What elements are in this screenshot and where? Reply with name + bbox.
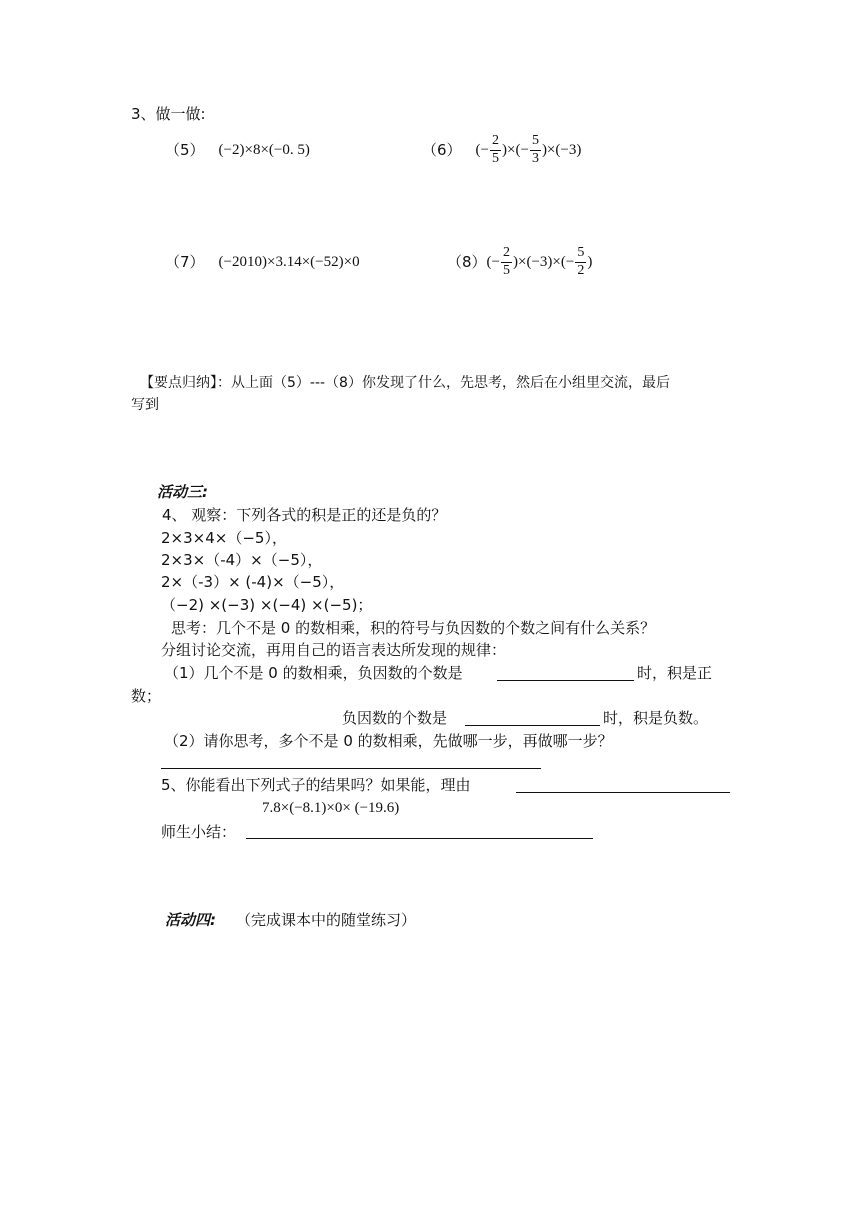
problem-8-part: )×(−3)×(− (513, 253, 575, 270)
fraction-numerator: 5 (575, 246, 586, 263)
fraction-numerator: 2 (490, 134, 501, 151)
fraction-5-3 (530, 134, 541, 166)
problem-5 (165, 140, 310, 160)
rule-1-positive: 时，积是正 (637, 664, 713, 682)
fraction-2-5 (501, 246, 512, 278)
section3-heading: 3、做一做: (131, 105, 206, 123)
problem-5-expr: (−2)×8×(−0. 5) (218, 141, 310, 158)
activity4-desc: （完成课本中的随堂练习） (236, 911, 417, 929)
summary-line-2: 写到 (131, 397, 159, 413)
problem-8-part: (− (486, 253, 501, 270)
fraction-5-2 (575, 246, 586, 278)
question-4: 4、 观察：下列各式的积是正的还是负的？ (162, 506, 447, 524)
expression-3: 2×（-3）× (-4)×（−5）， (161, 573, 345, 591)
activity4-title: 活动四: (165, 911, 216, 929)
answer-blank-positive[interactable] (497, 680, 634, 681)
problem-7-label: （7） (165, 252, 205, 271)
problem-6-label: （6） (422, 140, 462, 159)
rule-1-negative: 时，积是负数。 (603, 709, 709, 727)
rule-1-wrap: 数； (131, 687, 162, 705)
rule-1-negative-label: 负因数的个数是 (342, 709, 448, 727)
problem-7-expr: (−2010)×3.14×(−52)×0 (218, 253, 360, 270)
problem-5-label: （5） (165, 140, 205, 159)
expression-1: 2×3×4×（−5）， (161, 529, 287, 547)
question-5: 5、你能看出下列式子的结果吗？如果能，理由 (161, 776, 471, 794)
problem-8 (447, 240, 592, 284)
fraction-denominator: 5 (492, 150, 500, 166)
fraction-denominator: 5 (503, 262, 511, 278)
problem-8-label: （8） (447, 252, 487, 271)
problem-6-part: (− (475, 141, 490, 158)
discuss-prompt: 分组讨论交流，再用自己的语言表达所发现的规律： (161, 641, 507, 659)
expression-2: 2×3×（-4）×（−5）， (161, 551, 323, 569)
problem-6-part: )×(− (502, 141, 529, 158)
answer-blank-reason[interactable] (516, 792, 730, 793)
expression-4: （−2) ×(−3) ×(−4) ×(−5)； (161, 596, 373, 614)
fraction-denominator: 2 (577, 262, 585, 278)
summary-line-1: 【要点归纳】：从上面（5）---（8）你发现了什么，先思考，然后在小组里交流，最后 (140, 375, 670, 391)
rule-2-text: （2）请你思考，多个不是 0 的数相乘，先做哪一步，再做哪一步？ (164, 732, 613, 750)
rule-1-text: （1）几个不是 0 的数相乘，负因数的个数是 (164, 664, 463, 682)
think-prompt: 思考：几个不是 0 的数相乘，积的符号与负因数的个数之间有什么关系？ (171, 619, 656, 637)
problem-6-part: )×(−3) (541, 141, 582, 158)
problem-7 (165, 252, 360, 272)
answer-blank-negative[interactable] (465, 725, 600, 726)
fraction-numerator: 2 (501, 246, 512, 263)
activity3-title: 活动三: (157, 483, 208, 501)
fraction-numerator: 5 (530, 134, 541, 151)
answer-blank-rule-2[interactable] (161, 768, 541, 769)
question-5-expression: 7.8×(−8.1)×0× (−19.6) (262, 800, 400, 816)
problem-8-part: ) (587, 253, 593, 270)
answer-blank-summary[interactable] (246, 838, 593, 839)
teacher-summary-label: 师生小结： (161, 823, 237, 841)
problem-6 (422, 128, 581, 172)
fraction-denominator: 3 (531, 150, 539, 166)
fraction-2-5 (490, 134, 501, 166)
